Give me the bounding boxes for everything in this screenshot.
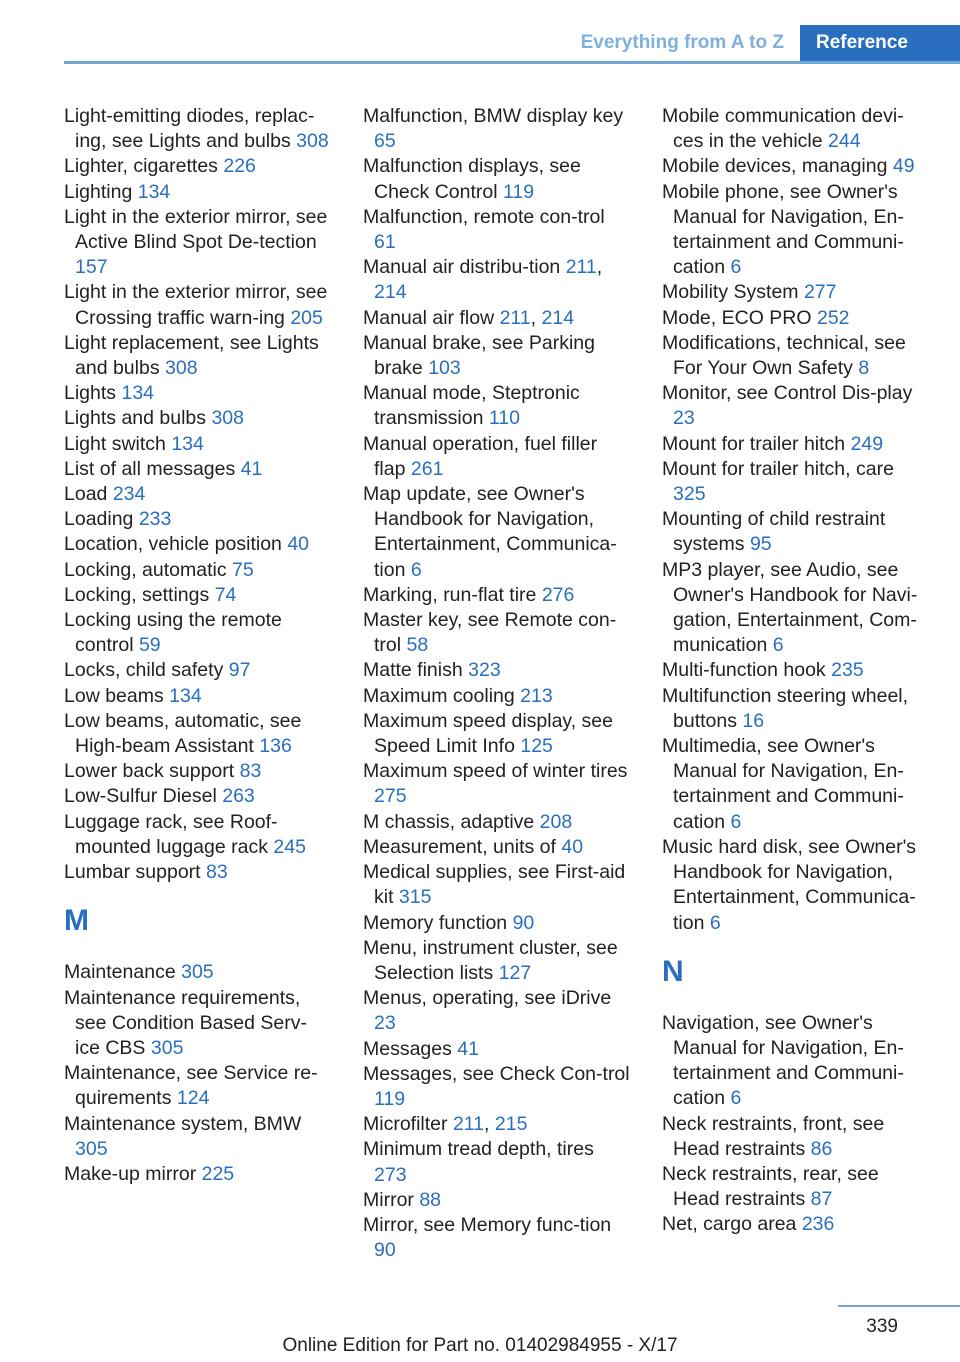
page-ref-link[interactable]: 16: [742, 709, 765, 732]
index-entry: [662, 457, 929, 507]
index-entry: [64, 960, 331, 985]
index-entry: [363, 154, 630, 204]
index-entry: [363, 104, 630, 154]
index-entry-text: MP3 player, see Audio, see Owner's Handbook for Navi‐gation, Entertainment, Com‐munication: [662, 558, 918, 657]
index-entry: [64, 608, 331, 658]
index-entry-text: Measurement, units of: [363, 835, 556, 858]
page-ref-link[interactable]: 208: [539, 810, 573, 833]
footer-edition-text: Online Edition for Part no. 01402984955 - X/17: [282, 1335, 678, 1356]
index-entry-text: Music hard disk, see Owner's Handbook for Navigation, Entertainment, Communica‐tion: [662, 835, 917, 934]
index-entry-text: Maintenance, see Service re‐quirements: [64, 1062, 318, 1110]
index-entry: [64, 1061, 331, 1111]
page-ref-link[interactable]: 263: [222, 785, 255, 808]
index-entry-text: Mode, ECO PRO: [662, 306, 812, 329]
page-ref-link[interactable]: 275: [374, 785, 407, 808]
header-section-title: Everything from A to Z: [580, 32, 784, 53]
page-ref-link[interactable]: 125: [520, 735, 553, 758]
index-columns: [64, 104, 930, 1263]
index-entry: [64, 457, 331, 482]
page-ref-link[interactable]: 315: [398, 886, 432, 909]
index-entry: [662, 1011, 929, 1112]
page-ref-link[interactable]: 211: [499, 306, 531, 329]
index-entry-text: Light in the exterior mirror, see Active Blind Spot De‐tection: [64, 205, 328, 254]
page-ref-link[interactable]: 65: [374, 130, 396, 153]
page-ref-separator: ,: [484, 1113, 490, 1136]
index-entry: [363, 936, 630, 986]
index-entry: [64, 684, 331, 709]
index-entry: [662, 658, 929, 683]
index-entry: [662, 154, 929, 179]
page-number: 339: [866, 1316, 898, 1337]
page-ref-link[interactable]: 119: [374, 1087, 406, 1110]
index-entry: [363, 684, 630, 709]
page-ref-link[interactable]: 134: [137, 180, 171, 203]
index-column-2: [363, 104, 630, 1263]
page-ref-link[interactable]: 6: [772, 634, 784, 657]
index-entry: [662, 331, 929, 381]
page-ref-link[interactable]: 83: [239, 760, 262, 783]
page-ref-link[interactable]: 244: [828, 130, 861, 153]
page-ref-link[interactable]: 83: [206, 861, 228, 884]
index-entry: [64, 180, 331, 205]
page-ref-link[interactable]: 323: [468, 659, 501, 682]
page-ref-link[interactable]: 40: [287, 533, 310, 556]
index-entry-text: Load: [64, 483, 108, 506]
index-entry: [64, 205, 331, 281]
page-ref-link[interactable]: 308: [296, 130, 329, 153]
index-entry-text: Maximum speed of winter tires: [363, 760, 628, 783]
index-entry: [363, 835, 630, 860]
index-entry: [64, 280, 331, 330]
index-entry: [363, 1062, 630, 1112]
index-entry-text: Manual mode, Steptronic transmission: [363, 382, 580, 430]
index-entry-text: Maximum speed display, see Speed Limit Info: [363, 709, 613, 758]
page-ref-link[interactable]: 205: [290, 306, 323, 329]
index-entry: [363, 583, 630, 608]
index-entry: [363, 911, 630, 936]
page-ref-link[interactable]: 214: [374, 281, 407, 304]
index-column-1: [64, 104, 331, 1263]
index-entry-text: Low beams: [64, 684, 164, 707]
index-entry-text: Locking, automatic: [64, 558, 227, 581]
page-ref-link[interactable]: 88: [419, 1188, 442, 1211]
page-ref-link[interactable]: 23: [673, 407, 695, 430]
index-entry: [363, 306, 630, 331]
page-ref-link[interactable]: 245: [273, 835, 306, 858]
index-entry: [363, 381, 630, 431]
page-ref-link[interactable]: 6: [730, 810, 742, 833]
page-ref-link[interactable]: 134: [169, 684, 202, 707]
page-ref-link[interactable]: 97: [228, 659, 251, 682]
index-entry: [363, 1137, 630, 1187]
page-ref-link[interactable]: 236: [801, 1213, 835, 1236]
index-entry-text: Light in the exterior mirror, see Crossing traffic warn‐ing: [64, 281, 328, 329]
index-entry-text: Lumbar support: [64, 861, 201, 884]
index-entry: [662, 432, 929, 457]
index-entry-text: Lighting: [64, 180, 133, 203]
index-entry: [363, 205, 630, 255]
index-entry-text: Mobile devices, managing: [662, 155, 888, 178]
index-entry-text: Lighter, cigarettes: [64, 155, 218, 178]
page-ref-link[interactable]: 8: [858, 357, 870, 380]
index-entry: [662, 835, 929, 936]
index-entry-text: List of all messages: [64, 457, 236, 480]
page-ref-link[interactable]: 136: [259, 735, 292, 758]
index-entry-text: Maintenance system, BMW: [64, 1112, 302, 1135]
index-entry-text: Light replacement, see Lights and bulbs: [64, 331, 319, 380]
page-ref-link[interactable]: 61: [374, 231, 396, 254]
index-entry-text: Messages, see Check Con‐trol: [363, 1062, 630, 1085]
page-ref-link[interactable]: 87: [810, 1188, 833, 1211]
index-letter-heading: N: [662, 954, 684, 988]
index-entry: [64, 1162, 331, 1187]
page-ref-link[interactable]: 214: [541, 306, 575, 329]
index-entry-text: Light-emitting diodes, replac‐ing, see Lights and bulbs: [64, 105, 315, 153]
page-ref-link[interactable]: 233: [138, 508, 172, 531]
index-letter-heading: M: [64, 904, 89, 938]
index-entry-text: Manual air flow: [363, 306, 495, 329]
index-entry-text: Menus, operating, see iDrive: [363, 987, 612, 1010]
index-entry-text: Menu, instrument cluster, see Selection lists: [363, 936, 618, 984]
page-ref-link[interactable]: 75: [232, 558, 254, 581]
index-entry: [363, 608, 630, 658]
page-ref-link[interactable]: 261: [410, 457, 444, 480]
page-ref-link[interactable]: 119: [502, 180, 535, 203]
page-ref-link[interactable]: 226: [223, 155, 256, 178]
index-entry-text: Low beams, automatic, see High-beam Assistant: [64, 709, 302, 758]
page-ref-link[interactable]: 6: [709, 911, 721, 934]
page-ref-link[interactable]: 305: [75, 1137, 108, 1160]
index-entry-text: Marking, run-flat tire: [363, 583, 537, 606]
page-ref-link[interactable]: 252: [816, 306, 850, 329]
page-ref-link[interactable]: 134: [171, 432, 204, 455]
index-entry: [662, 1212, 929, 1237]
index-entry: [64, 104, 331, 154]
page-ref-link[interactable]: 134: [121, 382, 155, 405]
page-ref-link[interactable]: 308: [211, 407, 244, 430]
index-entry: [64, 583, 331, 608]
index-entry-text: Mirror, see Memory func‐tion: [363, 1213, 612, 1236]
index-entry: [662, 1162, 929, 1212]
page-ref-link[interactable]: 276: [541, 583, 575, 606]
index-entry-text: Malfunction displays, see Check Control: [363, 155, 581, 203]
page-ref-link[interactable]: 95: [749, 533, 772, 556]
index-entry-text: Net, cargo area: [662, 1213, 797, 1236]
index-entry: [363, 759, 630, 809]
page-ref-link[interactable]: 110: [488, 407, 520, 430]
page-ref-link[interactable]: 103: [428, 357, 461, 380]
index-entry-text: Navigation, see Owner's Manual for Navigation, En‐tertainment and Communi‐cation: [662, 1011, 904, 1110]
index-entry: [64, 558, 331, 583]
index-entry-text: Mount for trailer hitch: [662, 432, 846, 455]
index-entry: [662, 104, 929, 154]
index-entry: [64, 658, 331, 683]
page-ref-link[interactable]: 234: [112, 483, 146, 506]
index-entry-text: Mobile phone, see Owner's Manual for Navigation, En‐tertainment and Communi‐cation: [662, 180, 904, 279]
page-ref-separator: ,: [596, 256, 603, 279]
index-entry: [662, 558, 929, 659]
index-entry: [662, 507, 929, 557]
index-entry: [363, 432, 630, 482]
page-ref-link[interactable]: 215: [494, 1113, 528, 1136]
page-ref-link[interactable]: 235: [831, 659, 864, 682]
index-entry: [363, 860, 630, 910]
index-entry: [64, 759, 331, 784]
index-entry: [64, 709, 331, 759]
index-entry-text: Manual brake, see Parking brake: [363, 331, 595, 380]
index-entry: [363, 1037, 630, 1062]
index-entry-text: Malfunction, remote con‐trol: [363, 205, 605, 228]
index-entry-text: Locking using the remote control: [64, 609, 282, 657]
index-entry: [64, 381, 331, 406]
index-entry-text: Medical supplies, see First-aid kit: [363, 861, 626, 909]
index-entry: [662, 306, 929, 331]
index-entry: [363, 1112, 630, 1137]
index-entry-text: Lower back support: [64, 760, 235, 783]
index-entry-text: Mobile communication devi‐ces in the vehicle: [662, 105, 904, 153]
index-entry-text: Lights: [64, 382, 117, 405]
index-entry: [662, 180, 929, 281]
index-entry-text: Make-up mirror: [64, 1162, 197, 1185]
index-entry-text: Master key, see Remote con‐trol: [363, 609, 617, 657]
index-entry-text: Lights and bulbs: [64, 407, 207, 430]
index-entry: [64, 482, 331, 507]
page-ref-separator: ,: [530, 306, 537, 329]
page-ref-link[interactable]: 325: [673, 483, 706, 506]
page-ref-link[interactable]: 273: [374, 1163, 407, 1186]
page-ref-link[interactable]: 213: [520, 684, 553, 707]
page-ref-link[interactable]: 40: [561, 835, 584, 858]
index-entry: [64, 1112, 331, 1162]
index-entry-text: Multimedia, see Owner's Manual for Navigation, En‐tertainment and Communi‐cation: [662, 735, 904, 833]
index-entry: [363, 1188, 630, 1213]
index-entry-text: M chassis, adaptive: [363, 810, 535, 833]
index-entry: [662, 381, 929, 431]
index-entry-text: Mounting of child restraint systems: [662, 508, 886, 556]
index-entry-text: Neck restraints, rear, see Head restraints: [662, 1162, 879, 1211]
index-entry: [662, 1112, 929, 1162]
index-entry-text: Mirror: [363, 1188, 414, 1211]
page-ref-link[interactable]: 249: [850, 432, 884, 455]
index-entry-text: Modifications, technical, see For Your Own Safety: [662, 331, 906, 380]
index-entry-text: Locks, child safety: [64, 659, 224, 682]
page-ref-link[interactable]: 86: [810, 1137, 833, 1160]
page-ref-link[interactable]: 308: [165, 357, 198, 380]
page-ref-link[interactable]: 49: [892, 155, 915, 178]
index-entry-text: Location, vehicle position: [64, 533, 282, 556]
index-entry: [662, 684, 929, 734]
page-ref-link[interactable]: 41: [240, 457, 263, 480]
index-entry-text: Monitor, see Control Dis‐play: [662, 382, 913, 405]
index-entry-text: Luggage rack, see Roof-mounted luggage rack: [64, 810, 278, 858]
index-entry: [363, 986, 630, 1036]
header-chapter-tab: Reference: [800, 25, 960, 61]
index-entry: [64, 507, 331, 532]
index-entry: [363, 1213, 630, 1263]
index-entry: [64, 784, 331, 809]
index-entry-text: Locking, settings: [64, 583, 210, 606]
index-entry-text: Maximum cooling: [363, 684, 515, 707]
index-entry: [64, 986, 331, 1062]
page-ref-link[interactable]: 127: [498, 961, 532, 984]
page-header: [64, 25, 960, 64]
page-ref-link[interactable]: 305: [181, 961, 214, 984]
index-entry-text: Manual operation, fuel filler flap: [363, 432, 598, 480]
page-ref-link[interactable]: 211: [565, 256, 597, 279]
page-ref-link[interactable]: 277: [803, 281, 837, 304]
index-entry: [363, 331, 630, 381]
index-entry-text: Light switch: [64, 432, 166, 455]
page-ref-link[interactable]: 225: [201, 1162, 235, 1185]
page-ref-link[interactable]: 41: [457, 1037, 479, 1060]
index-entry-text: Maintenance: [64, 961, 176, 984]
index-entry-text: Mobility System: [662, 281, 799, 304]
index-entry: [662, 280, 929, 305]
footer-rule: [838, 1305, 960, 1307]
page-ref-link[interactable]: 157: [75, 256, 108, 279]
index-entry-text: Maintenance requirements, see Condition Based Serv‐ice CBS: [64, 986, 307, 1059]
index-entry-text: Minimum tread depth, tires: [363, 1138, 594, 1161]
index-entry: [662, 734, 929, 835]
page-ref-link[interactable]: 6: [410, 558, 422, 581]
index-entry: [64, 810, 331, 860]
page-ref-link[interactable]: 211: [452, 1113, 485, 1136]
index-entry-text: Matte finish: [363, 659, 463, 682]
index-entry: [363, 810, 630, 835]
index-entry-text: Microfilter: [363, 1113, 448, 1136]
page-ref-link[interactable]: 23: [374, 1012, 396, 1035]
index-entry-text: Multifunction steering wheel, buttons: [662, 684, 909, 732]
index-entry: [64, 406, 331, 431]
page-ref-link[interactable]: 124: [176, 1087, 210, 1110]
page-ref-link[interactable]: 58: [406, 634, 429, 657]
page-ref-link[interactable]: 90: [512, 911, 535, 934]
index-entry: [64, 154, 331, 179]
page-ref-link[interactable]: 6: [730, 1087, 742, 1110]
index-entry-text: Loading: [64, 508, 134, 531]
index-entry-text: Multi-function hook: [662, 659, 826, 682]
page-ref-link[interactable]: 59: [138, 634, 161, 657]
page-ref-link[interactable]: 90: [374, 1239, 396, 1262]
index-column-3: [662, 104, 929, 1263]
index-entry: [363, 482, 630, 583]
index-entry-text: Mount for trailer hitch, care: [662, 457, 894, 480]
index-entry: [363, 709, 630, 759]
index-entry-text: Low-Sulfur Diesel: [64, 785, 217, 808]
index-entry: [64, 532, 331, 557]
index-entry: [64, 432, 331, 457]
index-entry-text: Memory function: [363, 911, 508, 934]
index-entry-text: Messages: [363, 1037, 452, 1060]
index-entry-text: Map update, see Owner's Handbook for Navigation, Entertainment, Communica‐tion: [363, 483, 617, 581]
index-entry: [64, 860, 331, 885]
page-ref-link[interactable]: 74: [214, 583, 237, 606]
index-entry: [363, 658, 630, 683]
index-entry-text: Malfunction, BMW display key: [363, 105, 624, 127]
page-ref-link[interactable]: 6: [730, 256, 742, 279]
index-entry-text: Manual air distribu‐tion: [363, 256, 561, 279]
index-entry: [363, 255, 630, 305]
index-entry-text: Neck restraints, front, see Head restraints: [662, 1112, 885, 1160]
page-ref-link[interactable]: 305: [150, 1036, 184, 1059]
index-entry: [64, 331, 331, 381]
